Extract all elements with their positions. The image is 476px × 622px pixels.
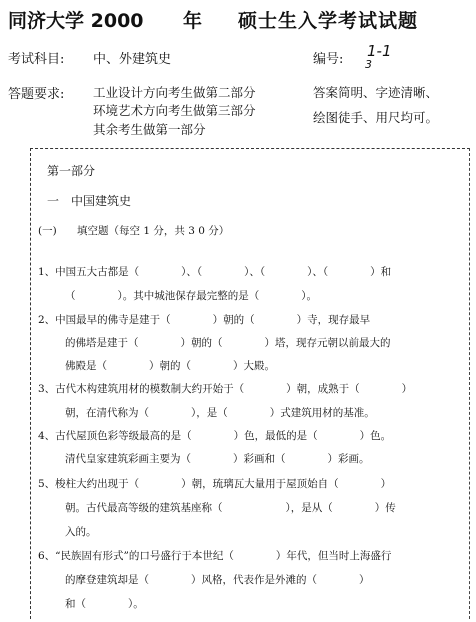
question-line: 3、古代木构建筑用材的模数制大约开始于（ ）朝，成熟于（ ） [38, 383, 413, 395]
code-value-handwritten: 1-1 [367, 42, 392, 60]
requirement-line-1: 工业设计方向考生做第二部分 [93, 85, 256, 100]
school-name: 同济大学 [8, 10, 85, 32]
exam-year: 2000 [90, 10, 144, 32]
code-label: 编号: [313, 52, 344, 67]
question-line: 4、古代屋顶色彩等级最高的是（ ）色，最低的是（ ）色。 [38, 430, 392, 442]
requirements-label: 答题要求: [8, 87, 65, 102]
question-line: 佛殿是（ ）朝的（ ）大殿。 [65, 360, 275, 372]
question-line: 朝，在清代称为（ ），是（ ）式建筑用材的基准。 [65, 407, 375, 419]
section-heading: 一 中国建筑史 [47, 194, 132, 208]
subject-value: 中、外建筑史 [93, 52, 172, 67]
subject-label: 考试科目: [8, 52, 65, 67]
exam-nian: 年 [183, 10, 203, 32]
part-heading: 第一部分 [47, 164, 96, 178]
requirement-right-2: 绘图徒手、用尺均可。 [313, 110, 439, 125]
exam-title: 硕士生入学考试试题 [238, 10, 419, 32]
question-line: 2、中国最早的佛寺是建于（ ）朝的（ ）寺，现存最早 [38, 314, 371, 326]
question-line: 6、“民族固有形式”的口号盛行于本世纪（ ）年代，但当时上海盛行 [38, 550, 392, 562]
question-line: 入的。 [65, 526, 97, 538]
question-line: 和（ ）。 [65, 598, 144, 610]
question-line: 清代皇家建筑彩画主要为（ ）彩画和（ ）彩画。 [65, 453, 370, 465]
question-line: （ ）。其中城池保存最完整的是（ ）。 [65, 290, 317, 302]
code-value-sub-handwritten: 3 [365, 58, 372, 71]
requirement-right-1: 答案简明、字迹清晰、 [313, 85, 439, 100]
question-line: 5、梭柱大约出现于（ ）朝，琉璃瓦大量用于屋顶始自（ ） [38, 478, 392, 490]
subsection-number: (一) [38, 225, 57, 237]
question-line: 的佛塔是建于（ ）朝的（ ）塔，现存元朝以前最大的 [65, 337, 391, 349]
requirement-line-2: 环境艺术方向考生做第三部分 [93, 103, 256, 118]
question-line: 的摩登建筑却是（ ）风格，代表作是外滩的（ ） [65, 574, 370, 586]
subsection-title: 填空题（每空 1 分，共 3 0 分） [77, 225, 230, 237]
question-line: 朝。古代最高等级的建筑基座称（ ），是从（ ）传 [65, 502, 396, 514]
requirement-line-3: 其余考生做第一部分 [93, 122, 206, 137]
question-line: 1、中国五大古都是（ ）、（ ）、（ ）、（ ）和 [38, 266, 392, 278]
exam-school [8, 6, 144, 33]
